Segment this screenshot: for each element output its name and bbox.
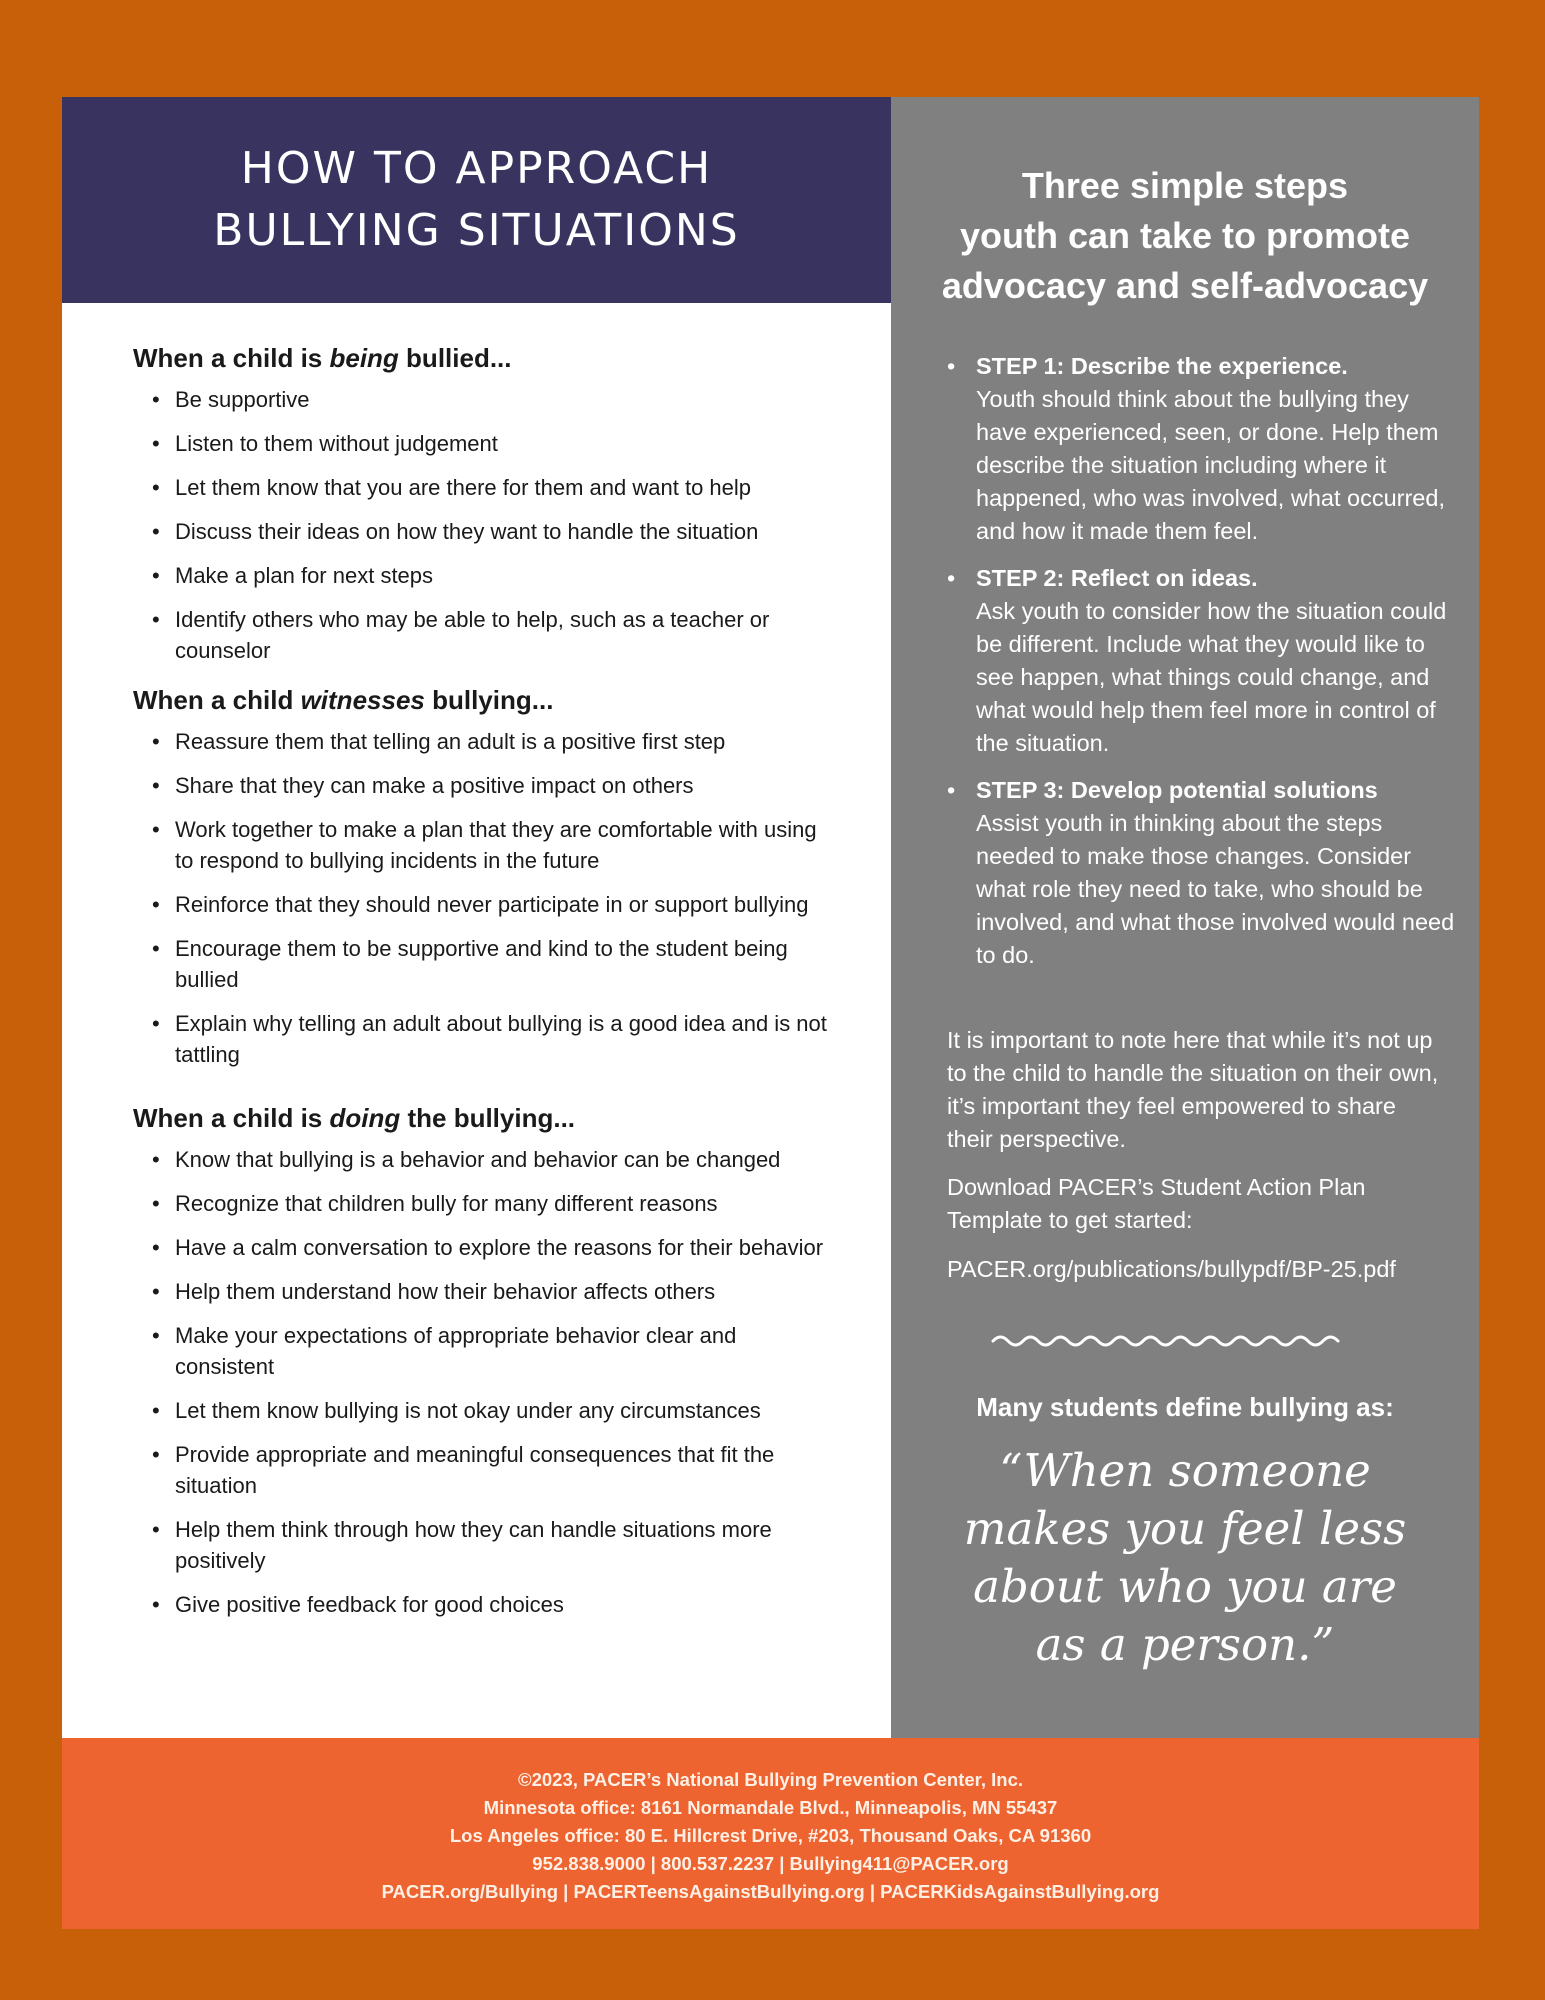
list-item: • Reinforce that they should never participate in or support bullying <box>133 889 833 920</box>
list-item: • Know that bullying is a behavior and behavior can be changed <box>133 1144 833 1175</box>
bullet-list <box>133 384 833 666</box>
list-item: • Let them know bullying is not okay under any circumstances <box>133 1395 833 1426</box>
list-item: • Be supportive <box>133 384 833 415</box>
section-title: When a child is doing the bullying... <box>133 1103 576 1133</box>
footer-contacts[interactable]: 952.838.9000 | 800.537.2237 | Bullying411@PACER.org <box>532 1852 1009 1874</box>
step-item <box>947 562 1457 760</box>
download-text: Download PACER’s Student Action Plan Template to get started: <box>947 1174 1366 1233</box>
step-heading: • STEP 1: Describe the experience. <box>976 353 1348 379</box>
quote-line-3: about who you are <box>973 1560 1397 1613</box>
list-item: • Provide appropriate and meaningful consequences that fit the situation <box>133 1439 833 1501</box>
list-item: • Listen to them without judgement <box>133 428 833 459</box>
section-being-bullied <box>133 343 833 666</box>
step-heading: • STEP 2: Reflect on ideas. <box>976 565 1258 591</box>
section-title: When a child is being bullied... <box>133 343 512 373</box>
list-item: • Recognize that children bully for many different reasons <box>133 1188 833 1219</box>
footer-websites[interactable]: PACER.org/Bullying | PACERTeensAgainstBullying.org | PACERKidsAgainstBullying.org <box>381 1880 1160 1902</box>
footer-la-office: Los Angeles office: 80 E. Hillcrest Drive, #203, Thousand Oaks, CA 91360 <box>449 1824 1092 1846</box>
step-body: Assist youth in thinking about the steps needed to make those changes. Consider what role they need to take, who should be involved, and what those involved would need to do. <box>976 810 1455 968</box>
list-item: • Identify others who may be able to help, such as a teacher or counselor <box>133 604 833 666</box>
list-item: • Explain why telling an adult about bullying is a good idea and is not tattling <box>133 1008 833 1070</box>
left-body <box>133 343 833 1639</box>
steps-list <box>947 350 1457 986</box>
footer-copyright: ©2023, PACER’s National Bullying Prevention Center, Inc. <box>517 1768 1024 1790</box>
footer-mn-office: Minnesota office: 8161 Normandale Blvd., Minneapolis, MN 55437 <box>483 1796 1058 1818</box>
list-item: • Work together to make a plan that they are comfortable with using to respond to bullying incidents in the future <box>133 814 833 876</box>
list-item: • Reassure them that telling an adult is a positive first step <box>133 726 833 757</box>
right-title-line-1: Three simple steps <box>1021 165 1349 206</box>
flyer-page <box>62 97 1479 1929</box>
footer <box>62 1738 1479 1929</box>
quote-line-4: as a person.” <box>1035 1618 1335 1671</box>
list-item: • Give positive feedback for good choices <box>133 1589 833 1620</box>
step-item <box>947 350 1457 548</box>
important-note: It is important to note here that while it’s not up to the child to handle the situation on their own, it’s important they feel empowered to share their perspective. <box>947 1027 1439 1152</box>
list-item: • Help them understand how their behavior affects others <box>133 1276 833 1307</box>
definition-intro: Many students define bullying as: <box>976 1392 1394 1422</box>
left-title-line-1: HOW TO APPROACH <box>240 143 713 194</box>
quote-line-1: “When someone <box>999 1444 1371 1497</box>
left-column <box>62 97 891 1738</box>
section-witnesses-bullying <box>133 685 833 1070</box>
bullet-list <box>133 726 833 1070</box>
list-item: • Have a calm conversation to explore the reasons for their behavior <box>133 1232 833 1263</box>
right-title <box>891 161 1479 311</box>
list-item: • Make a plan for next steps <box>133 560 833 591</box>
left-title-line-2: BULLYING SITUATIONS <box>213 205 740 256</box>
step-item <box>947 774 1457 972</box>
list-item: • Help them think through how they can handle situations more positively <box>133 1514 833 1576</box>
step-body: Ask youth to consider how the situation could be different. Include what they would like to see happen, what things could change, and what would help them feel more in control of the situation. <box>976 598 1447 756</box>
right-column <box>891 97 1479 1738</box>
section-doing-bullying <box>133 1103 833 1620</box>
right-title-line-2: youth can take to promote <box>959 215 1411 256</box>
bullet-list <box>133 1144 833 1620</box>
quote-line-2: makes you feel less <box>963 1502 1407 1555</box>
list-item: • Encourage them to be supportive and kind to the student being bullied <box>133 933 833 995</box>
left-header-banner <box>62 97 891 303</box>
list-item: • Share that they can make a positive impact on others <box>133 770 833 801</box>
list-item: • Discuss their ideas on how they want to handle the situation <box>133 516 833 547</box>
step-heading: • STEP 3: Develop potential solutions <box>976 777 1378 803</box>
section-title: When a child witnesses bullying... <box>133 685 554 715</box>
right-title-line-3: advocacy and self-advocacy <box>941 265 1429 306</box>
bullying-definition-quote <box>891 1442 1479 1674</box>
step-body: Youth should think about the bullying they have experienced, seen, or done. Help them describe the situation including where it happened, who was involved, what occurred, and how it made them feel. <box>976 386 1445 544</box>
list-item: • Make your expectations of appropriate behavior clear and consistent <box>133 1320 833 1382</box>
list-item: • Let them know that you are there for them and want to help <box>133 472 833 503</box>
squiggle-divider-icon <box>991 1329 1351 1353</box>
download-link[interactable]: PACER.org/publications/bullypdf/BP-25.pdf <box>947 1256 1396 1282</box>
